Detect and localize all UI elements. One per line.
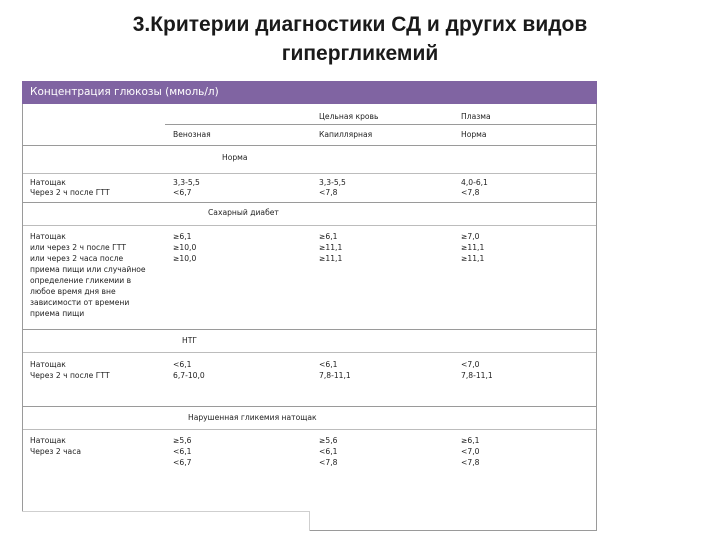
norm-venous-1: 3,3-5,5 [173, 178, 200, 187]
col-header-plasma: Плазма [461, 112, 491, 121]
diabetes-label-5: определение гликемии в [30, 276, 132, 285]
section-title-ifg: Нарушенная гликемия натощак [188, 413, 317, 422]
title-line-1: 3.Критерии диагностики СД и других видов [132, 13, 588, 36]
diabetes-label-6: любое время дня вне [30, 287, 116, 296]
norm-label-2: Через 2 ч после ГТТ [30, 188, 110, 197]
ntg-plasma-1: <7,0 [461, 360, 480, 369]
ifg-plasma-1: ≥6,1 [461, 436, 480, 445]
ifg-venous-1: ≥5,6 [173, 436, 192, 445]
ifg-plasma-2: <7,0 [461, 447, 480, 456]
ntg-label-1: Натощак [30, 360, 66, 369]
col-header-capillary: Капиллярная [319, 130, 373, 139]
diabetes-capillary-3: ≥11,1 [319, 254, 343, 263]
col-header-whole-blood: Цельная кровь [319, 112, 379, 121]
diabetes-plasma-1: ≥7,0 [461, 232, 480, 241]
diabetes-label-1: Натощак [30, 232, 66, 241]
norm-capillary-2: <7,8 [319, 188, 338, 197]
diabetes-capillary-2: ≥11,1 [319, 243, 343, 252]
diabetes-label-7: зависимости от времени [30, 298, 130, 307]
table-header: Концентрация глюкозы (ммоль/л) [22, 81, 597, 104]
ntg-venous-2: 6,7-10,0 [173, 371, 205, 380]
ntg-plasma-2: 7,8-11,1 [461, 371, 493, 380]
norm-venous-2: <6,7 [173, 188, 192, 197]
table-right-border [596, 104, 597, 531]
ifg-capillary-2: <6,1 [319, 447, 338, 456]
diabetes-label-2: или через 2 ч после ГТТ [30, 243, 127, 252]
diabetes-capillary-1: ≥6,1 [319, 232, 338, 241]
diabetes-venous-1: ≥6,1 [173, 232, 192, 241]
diabetes-label-8: приема пищи [30, 309, 85, 318]
ntg-venous-1: <6,1 [173, 360, 192, 369]
ntg-label-2: Через 2 ч после ГТТ [30, 371, 110, 380]
diabetes-label-3: или через 2 часа после [30, 254, 124, 263]
ifg-capillary-3: <7,8 [319, 458, 338, 467]
norm-label-1: Натощак [30, 178, 66, 187]
page-title [0, 10, 720, 68]
diabetes-plasma-2: ≥11,1 [461, 243, 485, 252]
diabetes-label-4: приема пищи или случайное [30, 265, 146, 274]
ifg-label-2: Через 2 часа [30, 447, 82, 456]
header-divider [165, 124, 597, 125]
col-header-venous: Венозная [173, 130, 211, 139]
norm-plasma-2: <7,8 [461, 188, 480, 197]
ifg-label-1: Натощак [30, 436, 66, 445]
section-band-ntg [22, 329, 597, 353]
ifg-plasma-3: <7,8 [461, 458, 480, 467]
section-band-norm [22, 145, 597, 174]
section-title-ntg: НТГ [182, 336, 197, 345]
diabetes-plasma-3: ≥11,1 [461, 254, 485, 263]
section-title-diabetes: Сахарный диабет [208, 208, 279, 217]
ntg-capillary-2: 7,8-11,1 [319, 371, 351, 380]
ifg-venous-2: <6,1 [173, 447, 192, 456]
glucose-criteria-table [22, 81, 597, 531]
diabetes-venous-2: ≥10,0 [173, 243, 197, 252]
section-band-diabetes [22, 202, 597, 226]
section-title-norm: Норма [222, 153, 248, 162]
ifg-venous-3: <6,7 [173, 458, 192, 467]
table-left-border [22, 104, 23, 512]
diabetes-venous-3: ≥10,0 [173, 254, 197, 263]
col-header-norm: Норма [461, 130, 487, 139]
title-line-2: гипергликемий [281, 42, 439, 65]
ntg-capillary-1: <6,1 [319, 360, 338, 369]
table-bottom-line-right [309, 530, 597, 531]
norm-plasma-1: 4,0-6,1 [461, 178, 488, 187]
table-bottom-line-left [22, 511, 309, 512]
table-bottom-step [309, 511, 310, 531]
norm-capillary-1: 3,3-5,5 [319, 178, 346, 187]
ifg-capillary-1: ≥5,6 [319, 436, 338, 445]
